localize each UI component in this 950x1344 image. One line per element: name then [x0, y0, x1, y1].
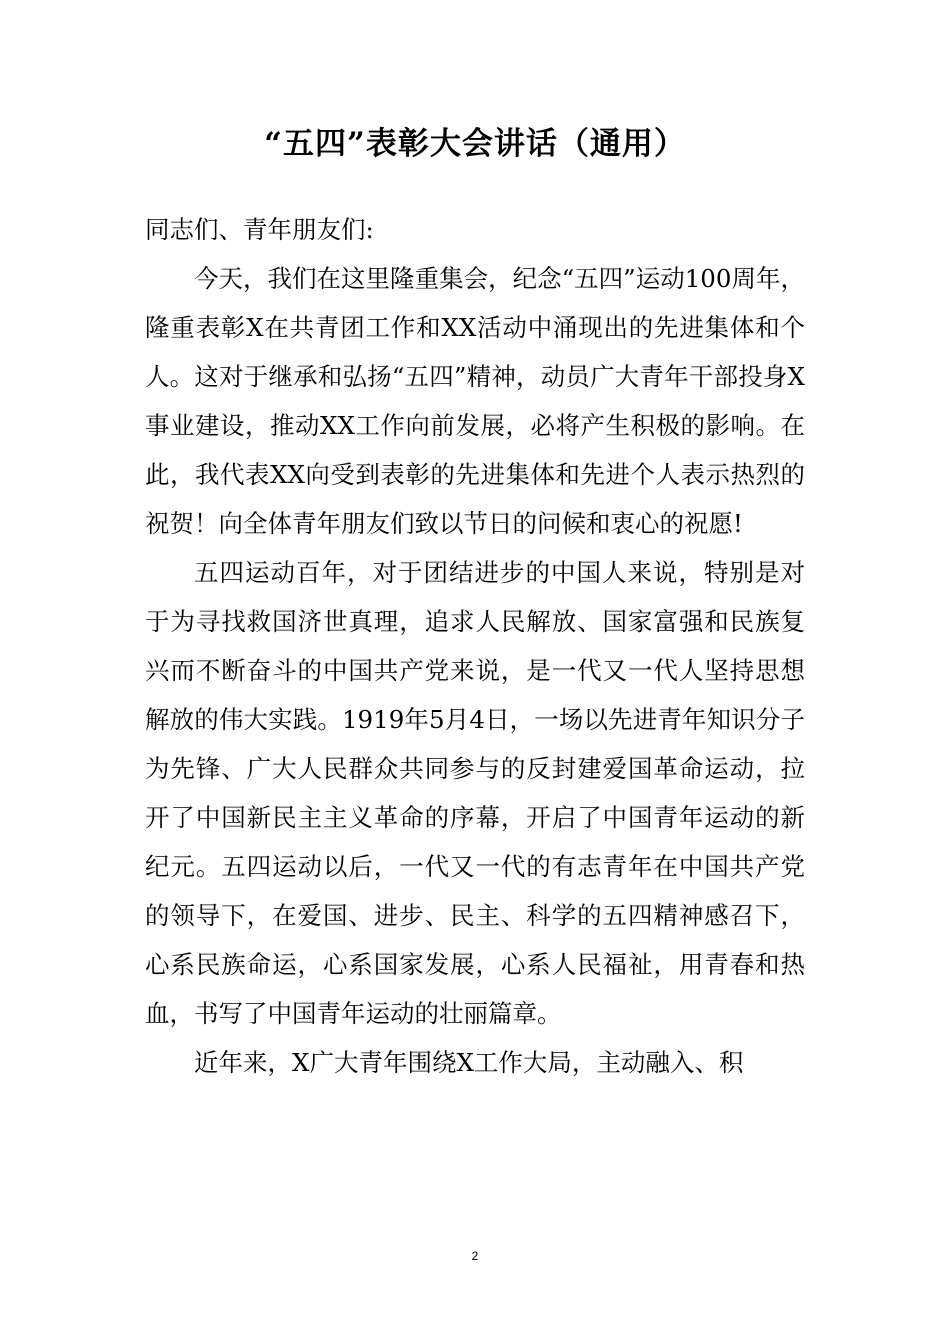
paragraph-1: 今天，我们在这里隆重集会，纪念“五四”运动100周年，隆重表彰X在共青团工作和XX活动中涌现出的先进集体和个人。这对于继承和弘扬“五四”精神，动员广大青年干部投身X事业建设，推动XX工作向前发展，必将产生积极的影响。在此，我代表XX向受到表彰的先进集体和先进个人表示热烈的祝贺！向全体青年朋友们致以节日的问候和衷心的祝愿! — [145, 264, 805, 538]
salutation: 同志们、青年朋友们: — [145, 215, 374, 244]
paragraph-2: 五四运动百年，对于团结进步的中国人来说，特别是对于为寻找救国济世真理，追求人民解放、国家富强和民族复兴而不断奋斗的中国共产党来说，是一代又一代人坚持思想解放的伟大实践。1919年5月4日，一场以先进青年知识分子为先锋、广大人民群众共同参与的反封建爱国革命运动，拉开了中国新民主主义革命的序幕，开启了中国青年运动的新纪元。五四运动以后，一代又一代的有志青年在中国共产党的领导下，在爱国、进步、民主、科学的五四精神感召下，心系民族命运，心系国家发展，心系人民福祉，用青春和热血，书写了中国青年运动的壮丽篇章。 — [145, 558, 805, 1028]
paragraph-3: 近年来，X广大青年围绕X工作大局，主动融入、积 — [194, 1048, 744, 1077]
document-title: “五四”表彰大会讲话（通用） — [264, 126, 686, 162]
document-body — [145, 205, 805, 1087]
page-number: 2 — [471, 1249, 479, 1263]
